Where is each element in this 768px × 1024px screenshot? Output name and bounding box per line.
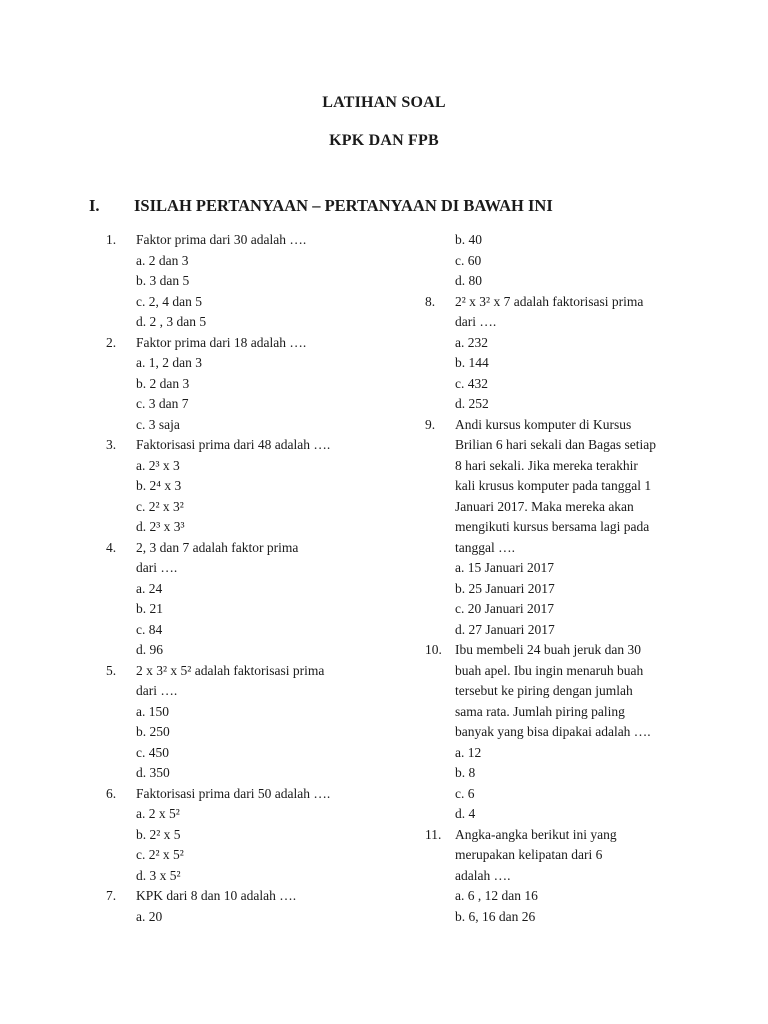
question-stem — [425, 292, 715, 313]
question-text: KPK dari 8 dan 10 adalah …. — [136, 888, 297, 903]
answer-option: b. 3 dan 5 — [136, 273, 190, 288]
question-text-line: tanggal …. — [455, 539, 515, 555]
answer-option: a. 12 — [455, 744, 482, 760]
answer-option: c. 60 — [455, 252, 482, 268]
question-text-line: 8 hari sekali. Jika mereka terakhir — [455, 457, 638, 473]
question-text: 2² x 3² x 7 adalah faktorisasi prima — [455, 293, 644, 309]
question-text-line: dari …. — [455, 314, 497, 329]
answer-option: c. 432 — [455, 375, 488, 391]
question-stem — [106, 230, 396, 251]
answer-option: d. 2 , 3 dan 5 — [136, 314, 207, 329]
question-text-line: Januari 2017. Maka mereka akan — [455, 498, 634, 514]
question-text: 2 x 3² x 5² adalah faktorisasi prima — [136, 662, 325, 678]
answer-option: c. 6 — [455, 785, 475, 801]
answer-option: a. 2 x 5² — [136, 806, 180, 821]
question-number: 8. — [425, 293, 436, 309]
answer-option: a. 2 dan 3 — [136, 252, 189, 268]
answer-option: c. 2, 4 dan 5 — [136, 293, 202, 309]
answer-option: c. 2² x 3² — [136, 498, 184, 514]
question-text: Faktorisasi prima dari 48 adalah …. — [136, 437, 331, 452]
question-stem — [425, 825, 715, 846]
page-subtitle: KPK DAN FPB — [329, 132, 439, 149]
question-text: Faktor prima dari 18 adalah …. — [136, 334, 307, 350]
question-stem — [106, 784, 396, 805]
section-heading-text: ISILAH PERTANYAAN – PERTANYAAN DI BAWAH INI — [134, 196, 553, 215]
answer-option: c. 20 Januari 2017 — [455, 601, 554, 616]
answer-option: d. 80 — [455, 273, 482, 288]
answer-option: a. 232 — [455, 334, 488, 350]
question-text: Andi kursus komputer di Kursus — [455, 416, 632, 432]
question-text-line: dari …. — [136, 560, 178, 575]
question-text: 2, 3 dan 7 adalah faktor prima — [136, 539, 299, 555]
answer-option: a. 20 — [136, 908, 163, 924]
question-item — [106, 230, 396, 333]
answer-option: d. 350 — [136, 765, 170, 780]
question-text-line: dari …. — [136, 683, 178, 698]
question-text-line: merupakan kelipatan dari 6 — [455, 847, 603, 862]
question-text-line: sama rata. Jumlah piring paling — [455, 703, 625, 719]
question-number: 10. — [425, 642, 442, 657]
question-number: 7. — [106, 888, 117, 903]
question-stem — [425, 640, 715, 661]
question-text: Faktor prima dari 30 adalah …. — [136, 232, 307, 247]
answer-option: b. 21 — [136, 601, 163, 616]
answer-option: a. 6 , 12 dan 16 — [455, 888, 538, 903]
answer-option: b. 2⁴ x 3 — [136, 478, 182, 493]
answer-option: b. 6, 16 dan 26 — [455, 908, 536, 924]
answer-option: a. 1, 2 dan 3 — [136, 355, 202, 370]
answer-option: b. 250 — [136, 724, 170, 739]
answer-option: c. 84 — [136, 621, 163, 637]
question-number: 11. — [425, 826, 442, 842]
left-column — [106, 230, 396, 927]
question-text: Faktorisasi prima dari 50 adalah …. — [136, 785, 331, 801]
question-item — [106, 538, 396, 661]
answer-option: d. 252 — [455, 396, 489, 411]
section-heading — [89, 196, 553, 216]
question-item — [425, 640, 715, 825]
question-text-line: banyak yang bisa dipakai adalah …. — [455, 724, 651, 739]
answer-option: a. 24 — [136, 580, 163, 596]
question-number: 6. — [106, 785, 117, 801]
question-text-line: tersebut ke piring dengan jumlah — [455, 683, 633, 698]
question-text: Angka-angka berikut ini yang — [455, 826, 617, 842]
question-stem — [106, 538, 396, 559]
question-item — [106, 661, 396, 784]
question-number: 5. — [106, 662, 117, 678]
section-number: I. — [89, 196, 100, 215]
question-number: 2. — [106, 334, 117, 350]
question-number: 9. — [425, 416, 436, 432]
question-item — [106, 435, 396, 538]
question-number: 1. — [106, 232, 117, 247]
answer-option: d. 4 — [455, 806, 476, 821]
question-text-line: Brilian 6 hari sekali dan Bagas setiap — [455, 437, 656, 452]
question-item — [106, 784, 396, 887]
question-item — [425, 292, 715, 415]
answer-option: c. 450 — [136, 744, 169, 760]
question-number: 4. — [106, 539, 117, 555]
question-text-line: adalah …. — [455, 867, 511, 883]
answer-option: b. 2 dan 3 — [136, 375, 190, 391]
answer-option: a. 150 — [136, 703, 169, 719]
answer-option: d. 3 x 5² — [136, 867, 181, 883]
question-stem — [106, 661, 396, 682]
answer-option: b. 8 — [455, 765, 476, 780]
question-stem — [106, 333, 396, 354]
question-item — [106, 886, 396, 927]
question-item — [425, 825, 715, 928]
page-title: LATIHAN SOAL — [322, 94, 446, 111]
question-item — [425, 415, 715, 641]
answer-option: a. 2³ x 3 — [136, 457, 180, 473]
question-number: 3. — [106, 437, 117, 452]
answer-option: c. 3 saja — [136, 416, 180, 432]
question-text-line: mengikuti kursus bersama lagi pada — [455, 519, 650, 534]
question-stem — [106, 435, 396, 456]
answer-option: b. 144 — [455, 355, 489, 370]
question-text-line: buah apel. Ibu ingin menaruh buah — [455, 662, 644, 678]
answer-option: c. 3 dan 7 — [136, 396, 189, 411]
question-stem — [106, 886, 396, 907]
answer-option: b. 2² x 5 — [136, 826, 181, 842]
answer-option: a. 15 Januari 2017 — [455, 560, 554, 575]
answer-option: d. 27 Januari 2017 — [455, 621, 555, 637]
answer-option: c. 2² x 5² — [136, 847, 184, 862]
answer-option: b. 25 Januari 2017 — [455, 580, 555, 596]
right-column — [425, 230, 715, 927]
answer-option: d. 2³ x 3³ — [136, 519, 185, 534]
question-text: Ibu membeli 24 buah jeruk dan 30 — [455, 642, 641, 657]
answer-option: d. 96 — [136, 642, 163, 657]
question-item — [106, 333, 396, 436]
question-text-line: kali krusus komputer pada tanggal 1 — [455, 478, 652, 493]
question-stem — [425, 415, 715, 436]
answer-option: b. 40 — [455, 232, 482, 247]
